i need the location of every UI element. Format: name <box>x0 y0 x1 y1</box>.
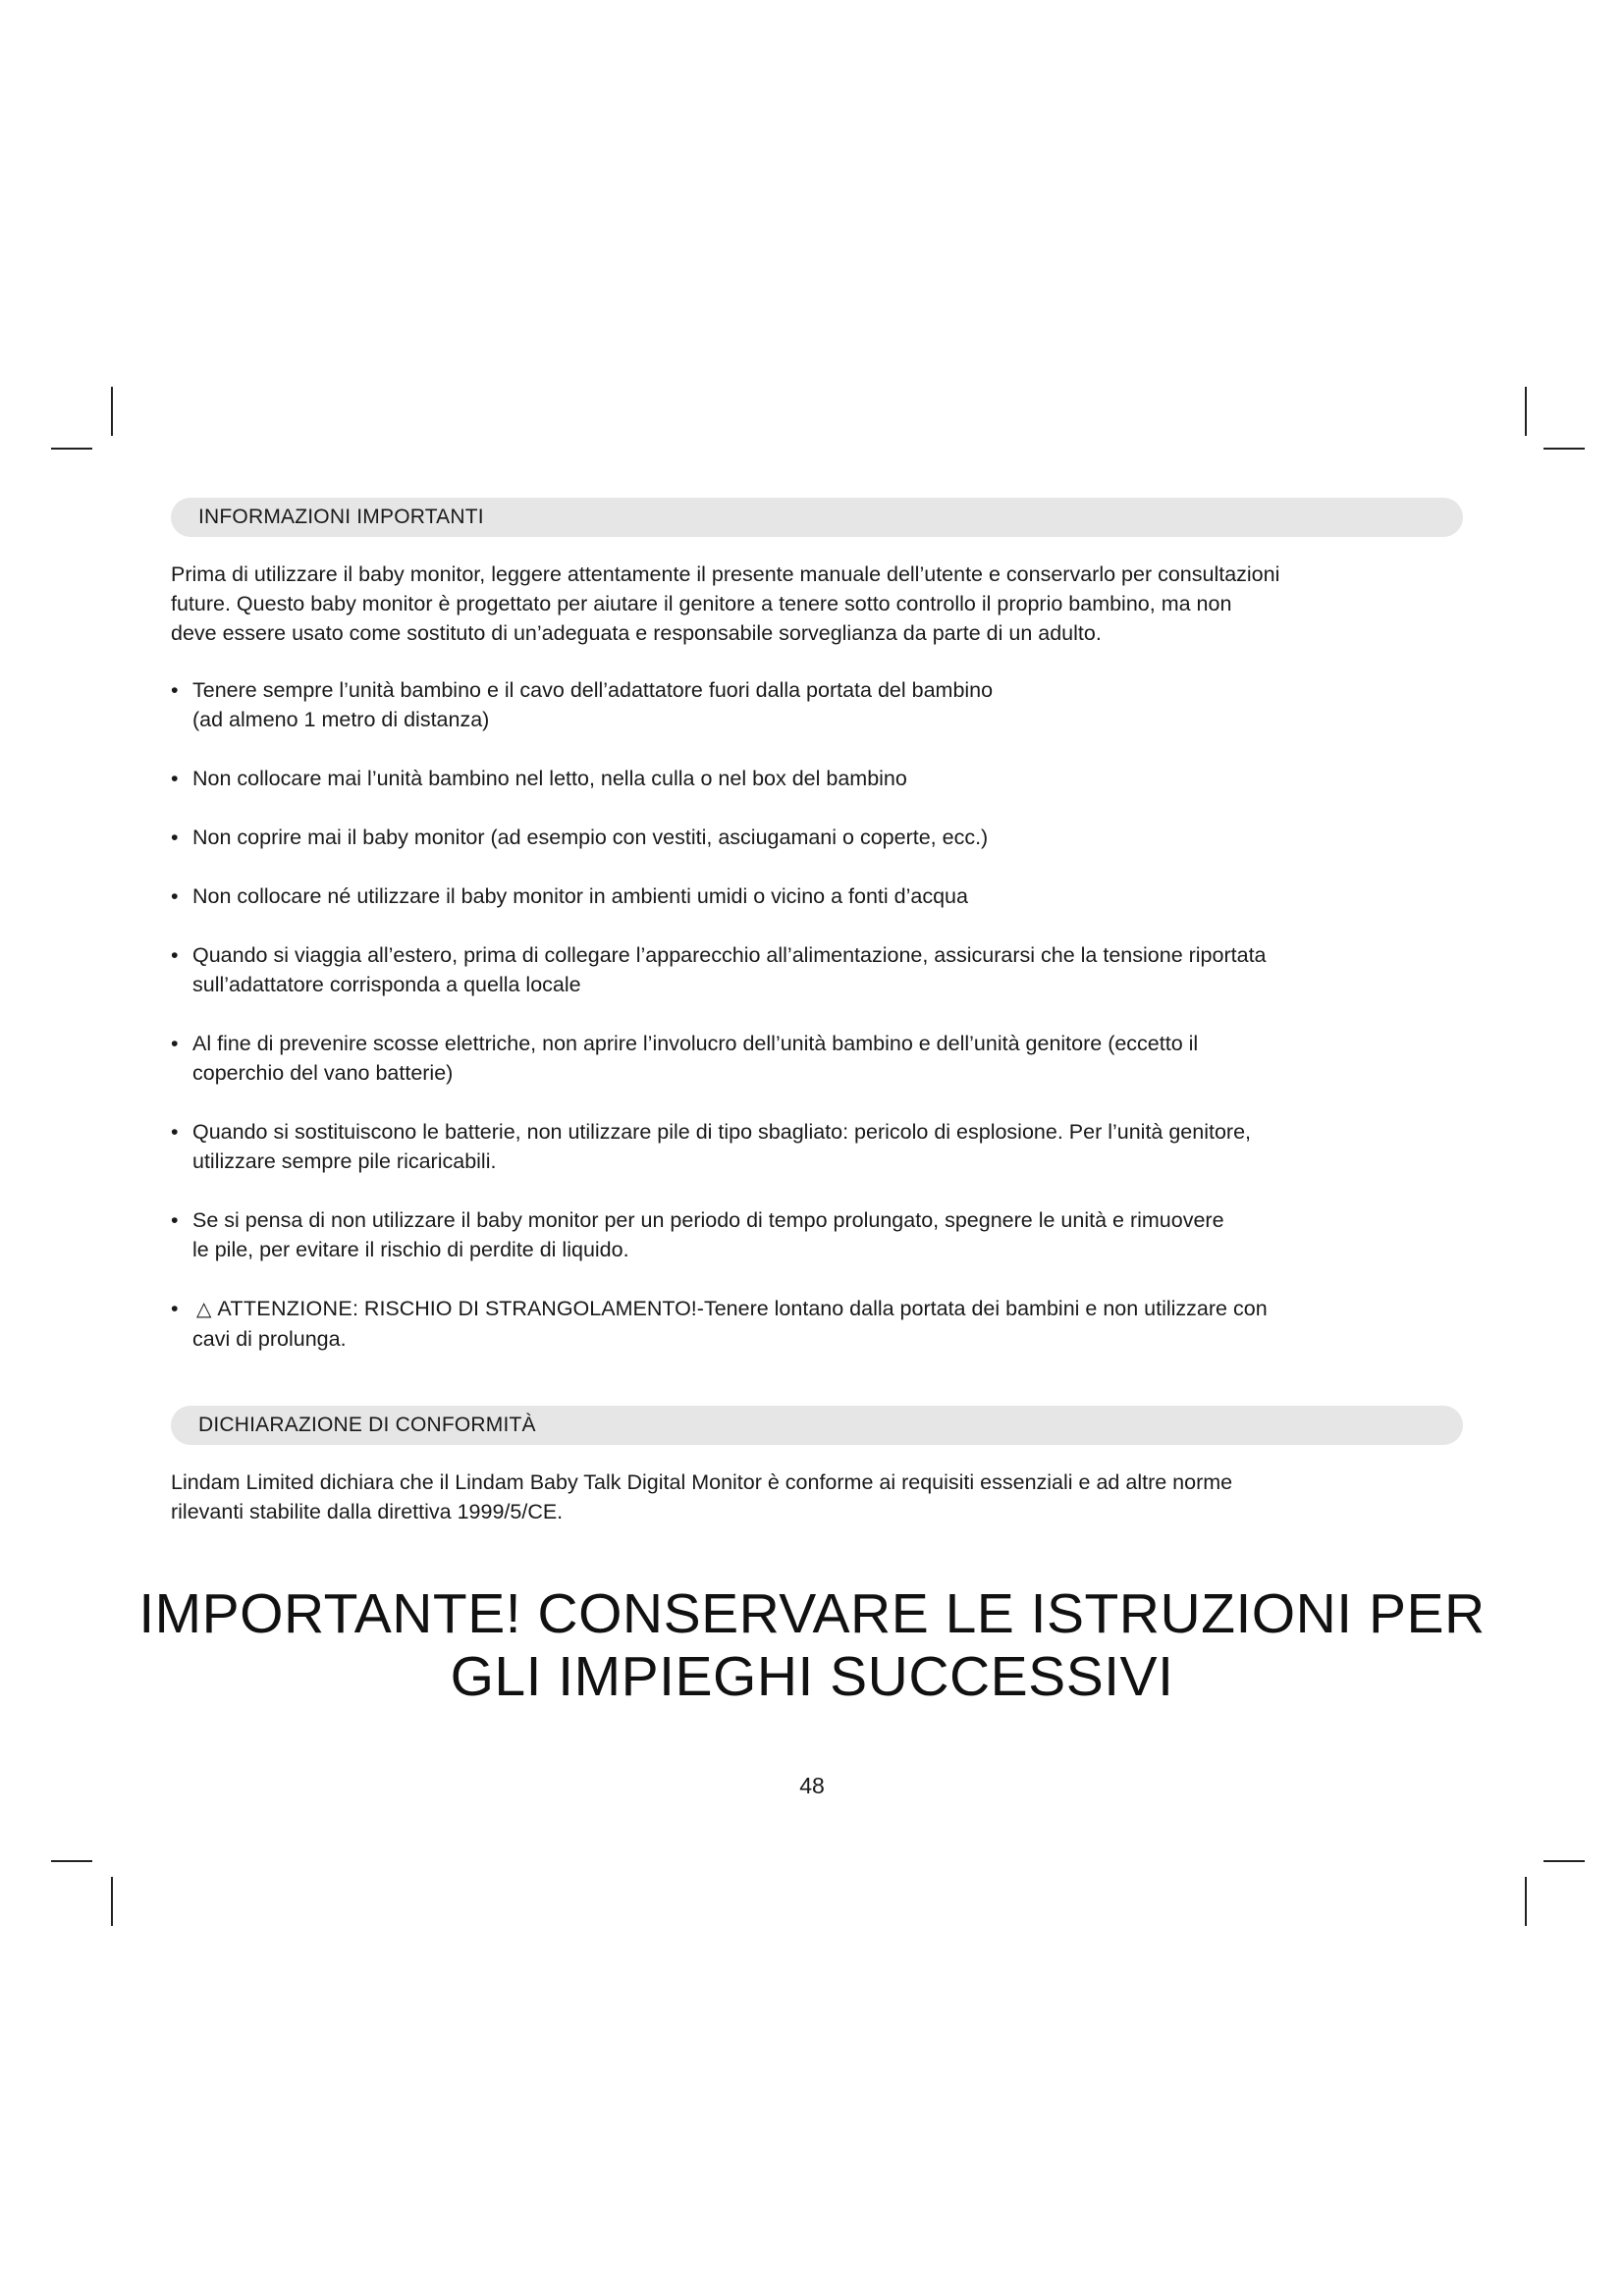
conformity-line: Lindam Limited dichiara che il Lindam Baby Talk Digital Monitor è conforme ai requisiti essenziali e ad altre norme <box>171 1470 1233 1494</box>
list-item <box>171 940 1467 999</box>
list-item <box>171 764 1467 793</box>
list-item-line: Al fine di prevenire scosse elettriche, non aprire l’involucro dell’unità bambino e dell’unità genitore (eccetto il <box>192 1032 1199 1055</box>
list-item-line: le pile, per evitare il rischio di perdite di liquido. <box>192 1238 629 1261</box>
bullet-icon: • <box>171 826 179 849</box>
list-item-line: Non coprire mai il baby monitor (ad esempio con vestiti, asciugamani o coperte, ecc.) <box>192 826 989 849</box>
section-heading-label: INFORMAZIONI IMPORTANTI <box>198 506 484 528</box>
crop-mark-top-left-vertical <box>111 387 113 436</box>
section-heading-conformity <box>171 1406 1463 1445</box>
bullet-icon: • <box>171 943 179 967</box>
intro-line: Prima di utilizzare il baby monitor, leggere attentamente il presente manuale dell’utente e conservarlo per consultazioni <box>171 562 1280 586</box>
bullet-icon: • <box>171 1208 179 1232</box>
list-item-line: sull’adattatore corrisponda a quella locale <box>192 973 581 996</box>
headline-line: GLI IMPIEGHI SUCCESSIVI <box>450 1645 1174 1708</box>
intro-paragraph <box>171 560 1467 648</box>
bullet-icon: • <box>171 1120 179 1144</box>
list-item <box>171 1205 1467 1264</box>
list-item <box>171 1029 1467 1088</box>
list-item-line: Quando si viaggia all’estero, prima di collegare l’apparecchio all’alimentazione, assicurarsi che la tensione riportata <box>192 943 1267 967</box>
warning-text: : RISCHIO DI STRANGOLAMENTO!-Tenere lontano dalla portata dei bambini e non utilizzare con <box>352 1297 1268 1320</box>
crop-mark-bottom-left-horizontal <box>51 1860 92 1862</box>
important-headline <box>98 1582 1526 1708</box>
list-item-line: Non collocare mai l’unità bambino nel letto, nella culla o nel box del bambino <box>192 767 907 790</box>
bullet-icon: • <box>171 884 179 908</box>
intro-line: future. Questo baby monitor è progettato per aiutare il genitore a tenere sotto controllo il proprio bambino, ma non <box>171 592 1232 615</box>
bullet-icon: • <box>171 1297 179 1320</box>
headline-line: IMPORTANTE! CONSERVARE LE ISTRUZIONI PER <box>138 1582 1486 1645</box>
list-item-line: utilizzare sempre pile ricaricabili. <box>192 1149 497 1173</box>
warning-line-2: cavi di prolunga. <box>192 1327 347 1351</box>
list-item-line: Se si pensa di non utilizzare il baby monitor per un periodo di tempo prolungato, spegnere le unità e rimuovere <box>192 1208 1224 1232</box>
warning-line-1 <box>192 1294 1467 1324</box>
bullet-icon: • <box>171 678 179 702</box>
crop-mark-bottom-right-horizontal <box>1543 1860 1585 1862</box>
intro-line: deve essere usato come sostituto di un’adeguata e responsabile sorveglianza da parte di un adulto. <box>171 621 1102 645</box>
list-item-line: Quando si sostituiscono le batterie, non utilizzare pile di tipo sbagliato: pericolo di esplosione. Per l’unità genitore, <box>192 1120 1252 1144</box>
list-item-line: coperchio del vano batterie) <box>192 1061 454 1085</box>
list-item-line: Tenere sempre l’unità bambino e il cavo dell’adattatore fuori dalla portata del bambino <box>192 678 994 702</box>
bullet-icon: • <box>171 1032 179 1055</box>
crop-mark-top-right-vertical <box>1525 387 1527 436</box>
section-heading-label: DICHIARAZIONE DI CONFORMITÀ <box>198 1414 536 1436</box>
section-heading-important-info <box>171 498 1463 537</box>
warning-label: ATTENZIONE <box>217 1297 352 1320</box>
list-item <box>171 881 1467 911</box>
warning-item <box>171 1294 1467 1354</box>
warning-triangle-icon: △ <box>196 1299 212 1320</box>
crop-mark-bottom-right-vertical <box>1525 1877 1527 1926</box>
crop-mark-bottom-left-vertical <box>111 1877 113 1926</box>
conformity-paragraph <box>171 1468 1467 1526</box>
list-item <box>171 675 1467 734</box>
list-item-line: (ad almeno 1 metro di distanza) <box>192 708 490 731</box>
crop-mark-top-right-horizontal <box>1543 448 1585 450</box>
list-item <box>171 1117 1467 1176</box>
crop-mark-top-left-horizontal <box>51 448 92 450</box>
bullet-icon: • <box>171 767 179 790</box>
safety-bullet-list <box>171 675 1467 1383</box>
list-item-line: Non collocare né utilizzare il baby monitor in ambienti umidi o vicino a fonti d’acqua <box>192 884 968 908</box>
conformity-line: rilevanti stabilite dalla direttiva 1999/5/CE. <box>171 1500 564 1523</box>
list-item <box>171 823 1467 852</box>
page-number: 48 <box>799 1773 825 1798</box>
